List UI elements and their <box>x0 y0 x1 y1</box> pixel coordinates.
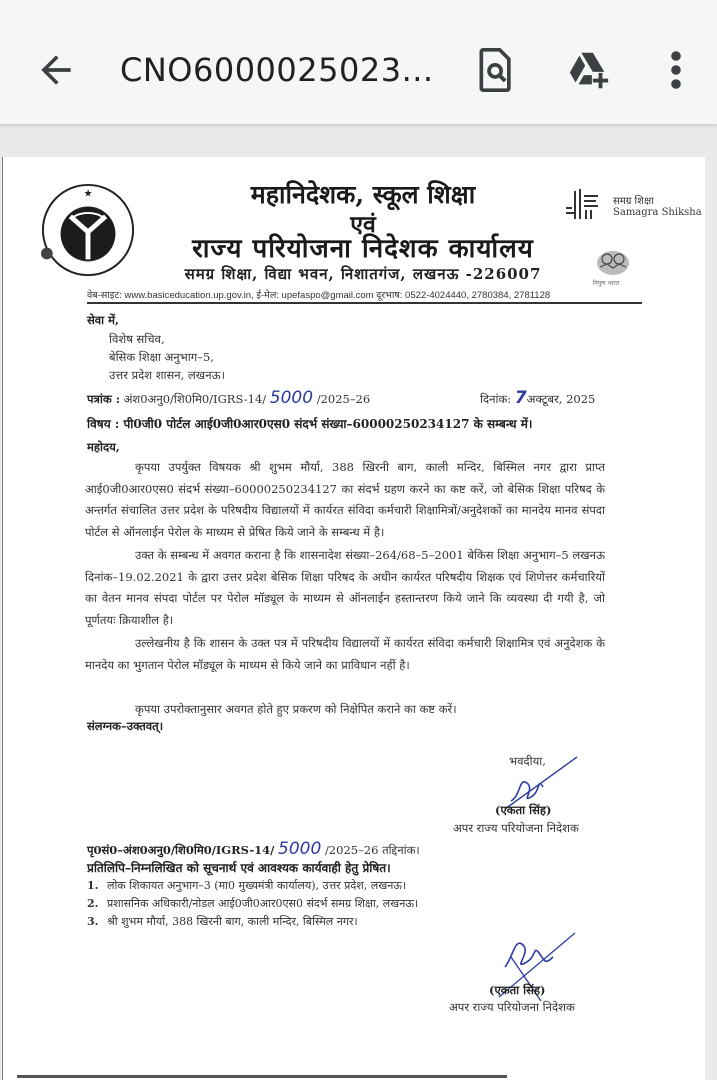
handwritten-date-day: 7 <box>514 388 527 408</box>
copy-signatory-name: (एकता सिंह) <box>489 983 546 997</box>
letterhead-address: समग्र शिक्षा, विद्या भवन, निशातगंज, लखनऊ -226007 <box>184 265 542 283</box>
signatory-title: अपर राज्य परियोजना निदेशक <box>453 821 579 835</box>
body-paragraph-4: कृपया उपरोक्तानुसार अवगत होते हुए प्रकरण को निक्षेपित कराने का कष्ट करें। <box>135 702 457 716</box>
add-to-drive-button[interactable] <box>566 46 610 94</box>
nipun-bharat-caption: निपुण भारत <box>593 280 620 287</box>
app-bar <box>0 0 717 124</box>
up-government-emblem-icon <box>39 181 137 279</box>
salutation-to: सेवा में, <box>87 313 120 327</box>
samagra-shiksha-logo-icon <box>564 187 604 223</box>
copy-recipient-list <box>87 877 418 931</box>
recipient-line: विशेष सचिव, <box>109 332 165 346</box>
copy-signatory-title: अपर राज्य परियोजना निदेशक <box>449 1000 575 1014</box>
recipient-line: उत्तर प्रदेश शासन, लखनऊ। <box>109 368 225 382</box>
copy-recipient-item: 3. श्री शुभम मौर्या, 388 खिरनी बाग, काली मन्दिर, बिस्मिल नगर। <box>87 915 358 928</box>
greeting: महोदय, <box>87 440 120 454</box>
add-to-drive-icon <box>566 46 612 94</box>
body-paragraph-1: कृपया उपर्युक्त विषयक श्री शुभम मौर्या, 388 खिरनी बाग, काली मन्दिर, बिस्मिल नगर द्वारा प्राप्त आई0जी0आर0एस0 संदर्भ संख्या–60000250234127 का संदर्भ ग्रहण करने का कष्ट करें, जो बेसिक शिक्षा परिषद के अन्तर्गत संचालित उत्तर प्रदेश के परिषदीय विद्यालयों में कार्यरत संविदा कर्मचारी शिक्षामित्रों/अनुदेशकों का मानदेय मानव संपदा पोर्टल से ऑनलाईन पेरोल के माध्यम से प्रेषित किये जाने के सम्बन्ध में है। <box>85 460 605 539</box>
letterhead-contact: वेब-साइट: www.basiceducation.up.gov.in, ई-मेल: upefaspo@gmail.com दूरभाष: 0522-4024440, 2780384, 2781128 <box>87 290 551 301</box>
reference-prefix: अंश0अनु0/शि0मि0/IGRS-14/ <box>123 392 267 406</box>
signatory-name: (एकता सिंह) <box>495 803 552 817</box>
find-in-document-button[interactable] <box>474 46 518 94</box>
date-line <box>480 388 595 408</box>
recipient-line: बेसिक शिक्षा अनुभाग–5, <box>109 350 214 364</box>
back-arrow-icon <box>34 48 78 92</box>
letterhead-line-2: एवं <box>350 211 376 238</box>
document-page[interactable] <box>2 157 705 1080</box>
letterhead-divider <box>87 302 642 304</box>
reference-line <box>87 388 370 408</box>
copy-reference-suffix: /2025–26 तद्दिनांक। <box>324 843 420 857</box>
letterhead-line-1: महानिदेशक, स्कूल शिक्षा <box>250 180 476 209</box>
date-label: दिनांक: <box>480 392 512 406</box>
more-options-button[interactable] <box>656 46 700 94</box>
body-paragraph-3: उल्लेखनीय है कि शासन के उक्त पत्र में परिषदीय विद्यालयों में कार्यरत संविदा कर्मचारी शिक्षामित्र एवं अनुदेशक के मानदेय का भुगतान पेरोल मॉड्यूल के माध्यम से किये जाने का प्राविधान नहीं है। <box>85 636 605 672</box>
enclosure-note: संलग्नक–उक्तवत्। <box>87 719 164 733</box>
back-button[interactable] <box>34 48 78 92</box>
samagra-shiksha-hindi: समग्र शिक्षा <box>613 196 654 207</box>
date-rest: अक्टूबर, 2025 <box>526 392 596 406</box>
page-bottom-divider <box>17 1075 507 1078</box>
nipun-bharat-logo-icon <box>588 245 638 277</box>
more-vert-icon <box>656 46 696 94</box>
handwritten-reference-number: 5000 <box>269 388 314 408</box>
copy-recipient-item: 2. प्रशासनिक अधिकारी/नोडल आई0जी0आर0एस0 संदर्भ समग्र शिक्षा, लखनऊ। <box>87 897 419 910</box>
svg-text:★: ★ <box>83 188 93 200</box>
copy-reference-line <box>87 839 420 859</box>
copy-recipient-item: 1. लोक शिकायत अनुभाग–3 (मा0 मुख्यमंत्री कार्यालय), उत्तर प्रदेश, लखनऊ। <box>87 879 407 892</box>
handwritten-copy-reference-number: 5000 <box>278 839 322 859</box>
document-title: CNO6000025023... <box>120 51 434 89</box>
reference-label: पत्रांक : <box>87 392 120 406</box>
reference-suffix: /2025–26 <box>316 392 371 406</box>
find-in-document-icon <box>474 46 518 94</box>
closing: भवदीया, <box>509 754 546 768</box>
letterhead-line-3: राज्य परियोजना निदेशक कार्यालय <box>192 234 534 264</box>
subject-line: विषय : पी0जी0 पोर्टल आई0जी0आर0एस0 संदर्भ संख्या–60000250234127 के सम्बन्ध में। <box>87 417 533 431</box>
copy-reference-prefix: पृ0सं0–अंश0अनु0/शि0मि0/IGRS-14/ <box>87 843 275 857</box>
samagra-shiksha-english: Samagra Shiksha <box>613 207 702 218</box>
body-paragraph-2: उक्त के सम्बन्ध में अवगत कराना है कि शासनादेश संख्या–264/68–5–2001 बेकिस शिक्षा अनुभाग–5 लखनऊ दिनांक–19.02.2021 के द्वारा उत्तर प्रदेश बेसिक शिक्षा परिषद के अधीन कार्यरत परिषदीय शिक्षक एवं शिणेत्तर कर्मचारियों का वेतन मानव संपदा पोर्टल पर पेरोल मॉड्यूल के माध्यम से ऑनलाईन हस्तान्तरण किये जाने कि व्यवस्था दी गयी है, जो पूर्णतयः क्रियाशील है। <box>85 548 605 627</box>
copy-heading: प्रतिलिपि–निम्नलिखित को सूचनार्थ एवं आवश्यक कार्यवाही हेतु प्रेषित। <box>87 861 391 875</box>
